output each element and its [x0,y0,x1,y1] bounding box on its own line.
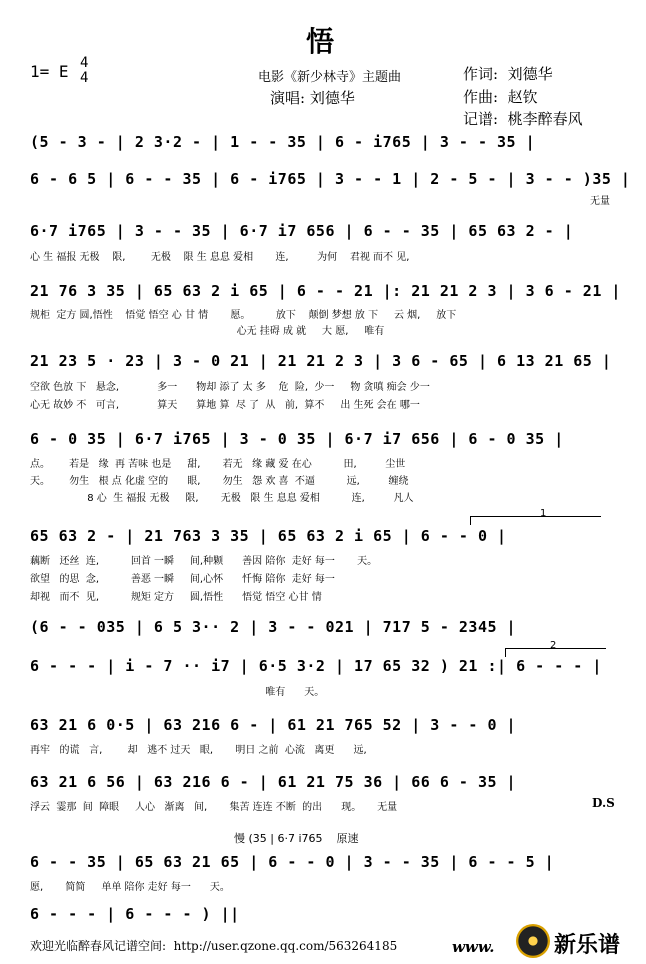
transcriber-credit: 记谱: 桃李醉春风 [463,110,583,128]
footer-www: www. [452,938,495,956]
lyric-line-7b: 欲望 的思 念, 善恶 一瞬 间,心怀 忏悔 陪你 走好 每一 [30,574,335,585]
film-credit: 电影《新少林寺》主题曲 [258,70,402,85]
score-line-3: 6·7 i765 | 3 - - 35 | 6·7 i7 656 | 6 - - 35 | 65 63 2 - | [30,222,574,240]
lyricist-credit: 作词: 刘德华 [463,65,553,83]
lyric-line-7a: 藕断 还丝 连, 回首 一瞬 间,种颗 善因 陪你 走好 每一 天。 [30,556,378,567]
composer-credit: 作曲: 赵钦 [463,88,538,106]
lyric-line-5b: 心无 故妙 不 可言, 算天 算地 算 尽 了 从 前, 算不 出 生死 会在 哪一 [30,400,420,411]
time-signature-top: 4 [80,55,89,71]
lyric-line-9a: 唯有 天。 [30,687,325,698]
lyric-line-5a: 空欲 色放 下 悬念, 多一 物却 添了 太 多 危 险, 少一 物 贪嗔 痴会 少一 [30,382,430,393]
score-line-8: (6 - - 035 | 6 5 3·· 2 | 3 - - 021 | 717 5 - 2345 | [30,618,517,636]
lyric-line-6a: 点。 若是 缘 再 苦味 也是 甜, 若无 缘 藏 爱 在心 田, 尘世 [30,459,406,470]
lyric-line-4b: 心无 挂碍 成 就 大 愿, 唯有 [30,326,385,337]
time-signature-bottom: 4 [80,70,89,86]
brand-logo: 新乐谱 [554,933,621,958]
score-line-7: 65 63 2 - | 21 763 3 35 | 65 63 2 i 65 | 6 - - 0 | [30,527,507,545]
score-line-13: 6 - - - | 6 - - - ) || [30,905,240,923]
tempo-annotation: 慢 (35 | 6·7 i765 原速 [234,832,359,845]
score-line-1: (5 - 3 - | 2 3·2 - | 1 - - 35 | 6 - i765 | 3 - - 35 | [30,133,536,151]
key-signature: 1= E [30,62,69,81]
volta-number-1: 1 [540,508,547,519]
score-line-2: 6 - 6 5 | 6 - - 35 | 6 - i765 | 3 - - 1 | 2 - 5 - | 3 - - )35 | [30,170,631,188]
score-line-12: 6 - - 35 | 65 63 21 65 | 6 - - 0 | 3 - - 35 | 6 - - 5 | [30,853,555,871]
lyric-line-10a: 再牢 的谎 言, 却 逃不 过天 眼, 明日 之前 心流 离更 远, [30,745,367,756]
lyric-line-4a: 规柜 定方 圆,悟性 悟觉 悟空 心 甘 情 愿。 放下 颠倒 梦想 放 下 云 烟, 放下 [30,310,457,321]
lyric-line-12a: 愿, 简简 单单 陪你 走好 每一 天。 [30,882,230,893]
annotation-wuliang: 无量 [590,196,610,207]
score-line-6: 6 - 0 35 | 6·7 i765 | 3 - 0 35 | 6·7 i7 656 | 6 - 0 35 | [30,430,564,448]
lyric-line-6c: 8 心 生 福报 无极 限, 无极 限 生 息息 爱相 连, 凡人 [30,493,414,504]
score-line-9: 6 - - - | i - 7 ·· i7 | 6·5 3·2 | 17 65 32 ) 21 :| 6 - - - | [30,657,602,675]
volta-bracket-1 [470,516,601,525]
song-title: 悟 [306,25,337,58]
lyric-line-6b: 天。 勿生 根 点 化虚 空的 眼, 勿生 怨 欢 喜 不逼 远, 缠绕 [30,476,409,487]
footer-url: 欢迎光临醉春风记谱空间: http://user.qzone.qq.com/563264185 [30,939,398,953]
lyric-line-11a: 浮云 霎那 间 障眼 人心 渐离 间, 集苦 连连 不断 的出 现。 无量 [30,802,398,813]
lyric-line-7c: 却视 而不 见, 规矩 定方 圆,悟性 悟觉 悟空 心甘 情 [30,592,322,603]
score-line-4: 21 76 3 35 | 65 63 2 i 65 | 6 - - 21 |: 21 21 2 3 | 3 6 - 21 | [30,282,621,300]
lyric-line-3a: 心 生 福报 无极 限, 无极 限 生 息息 爱相 连, 为何 君视 而不 见, [30,252,410,263]
score-line-11: 63 21 6 56 | 63 216 6 - | 61 21 75 36 | 66 6 - 35 | [30,773,517,791]
singer-credit: 演唱: 刘德华 [270,89,355,107]
ds-marking: D.S [592,796,615,810]
score-line-10: 63 21 6 0·5 | 63 216 6 - | 61 21 765 52 | 3 - - 0 | [30,716,517,734]
score-line-5: 21 23 5 · 23 | 3 - 0 21 | 21 21 2 3 | 3 6 - 65 | 6 13 21 65 | [30,352,612,370]
volta-number-2: 2 [550,640,557,651]
disc-logo-icon [516,924,550,958]
